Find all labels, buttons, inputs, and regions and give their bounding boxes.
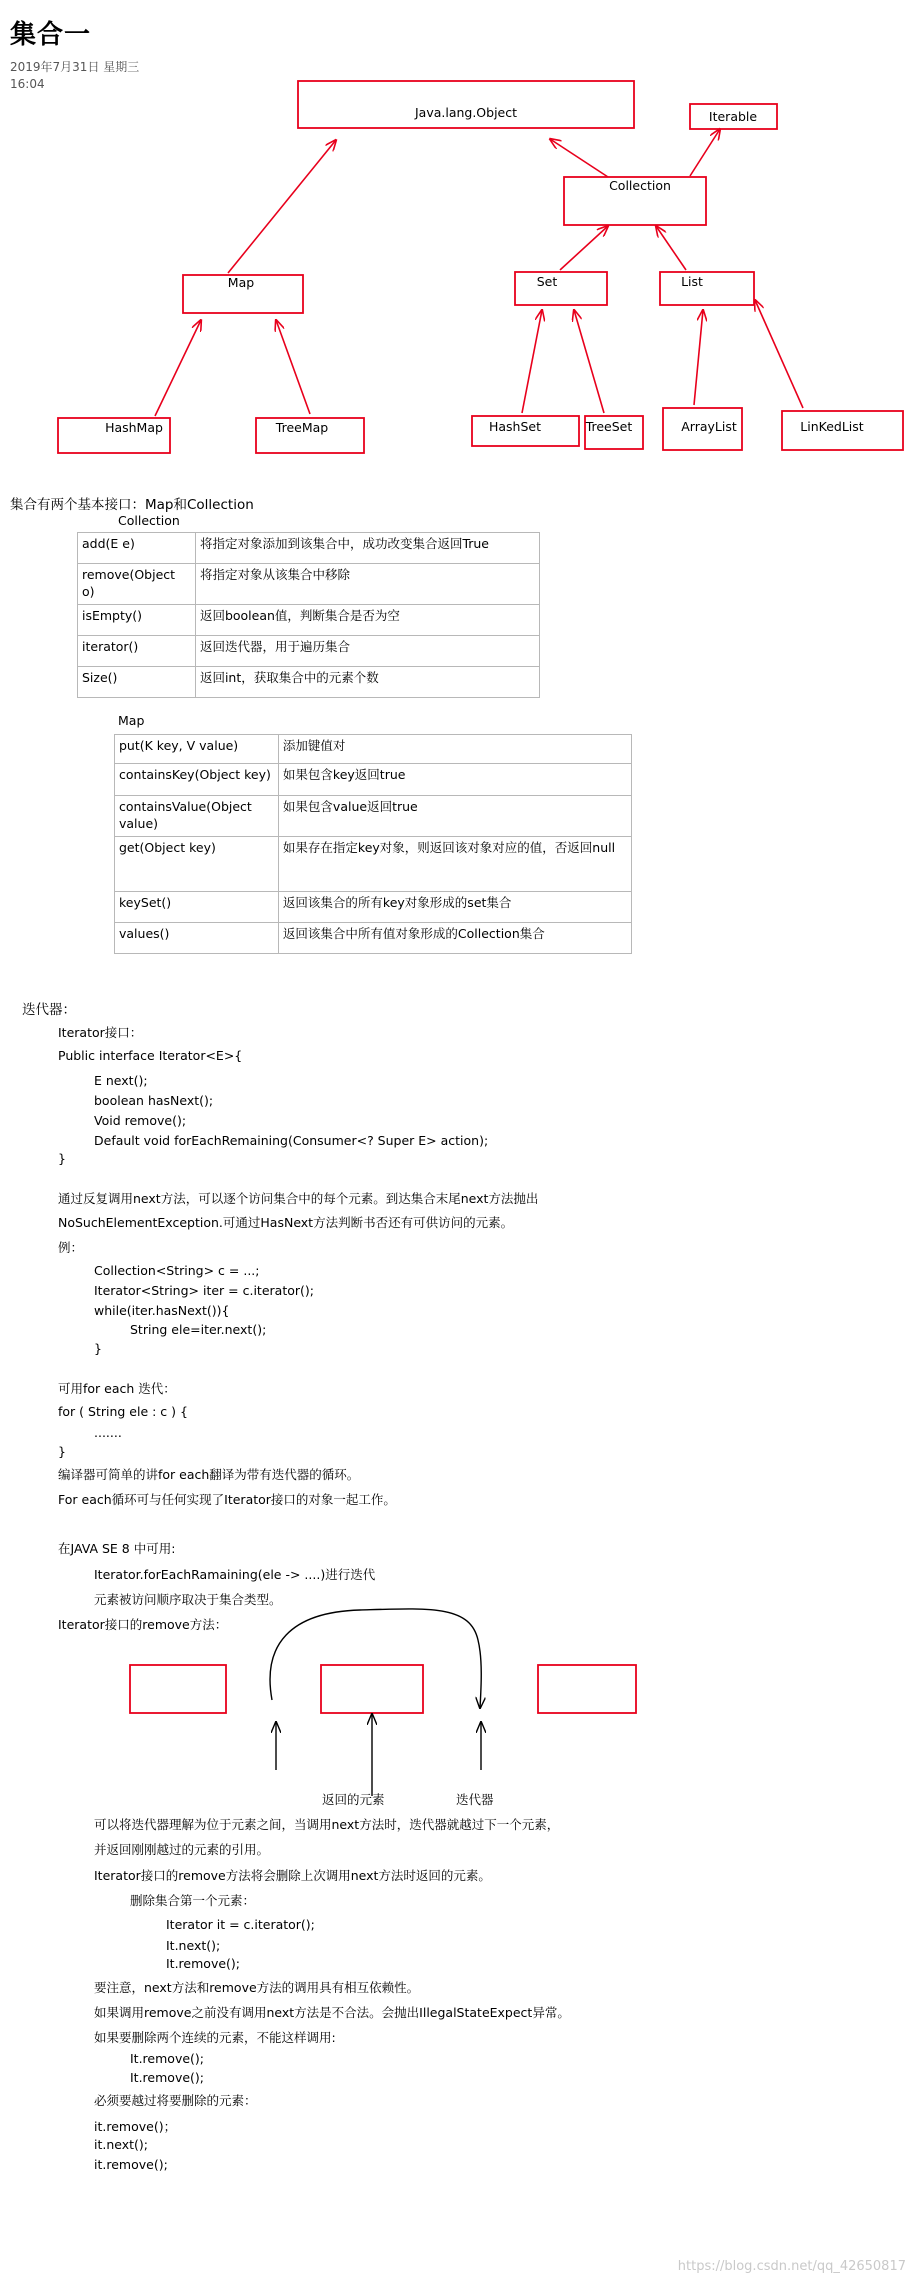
code-line: Collection<String> c = ...; [94,1263,260,1278]
table-row [78,564,540,605]
collection-hierarchy-diagram [0,0,916,470]
code-line: boolean hasNext(); [94,1093,214,1108]
table-row [78,666,540,697]
code-line: Void remove(); [94,1113,187,1128]
code-line: for ( String ele : c ) { [58,1404,188,1419]
page-date: 2019年7月31日 星期三 [10,60,140,74]
table-row [78,533,540,564]
code-line: Iterator it = c.iterator(); [166,1917,315,1932]
element-box-left [130,1665,226,1713]
description-cell: 返回boolean值，判断集合是否为空 [195,604,539,635]
set-label: Set [536,274,558,289]
code-line: It.remove(); [130,2051,204,2066]
paragraph-line: 删除集合第一个元素： [130,1893,256,1908]
treemap-to-map-arrow [276,320,310,414]
hashset-label: HashSet [488,419,542,434]
paragraph-line: 元素被访问顺序取决于集合类型。 [94,1592,282,1607]
description-cell: 添加键值对 [278,735,631,764]
iterator-remove-figure [0,1600,916,1820]
page-time: 16:04 [10,77,45,91]
paragraph-line: 可以将迭代器理解为位于元素之间，当调用next方法时，迭代器就越过下一个元素， [94,1817,560,1832]
method-cell: iterator() [78,635,196,666]
code-line: E next(); [94,1073,148,1088]
code-line: It.remove(); [130,2070,204,2085]
code-line: } [58,1444,66,1459]
table-row [115,764,632,796]
code-line: Default void forEachRemaining(Consumer<? Super E> action); [94,1133,489,1148]
description-cell: 返回int，获取集合中的元素个数 [195,666,539,697]
description-cell: 返回迭代器，用于遍历集合 [195,635,539,666]
code-line: } [94,1341,102,1356]
hashset-to-set-arrow [522,310,542,413]
collection-table-caption: Collection [118,513,180,528]
map-table-caption: Map [118,713,145,728]
map-methods-table [114,734,632,954]
code-line: It.next(); [166,1938,221,1953]
table-row [115,735,632,764]
foreach-label: 可用for each 迭代： [58,1381,176,1396]
hashmap-label: HashMap [105,420,163,435]
collection-methods-table [77,532,540,698]
paragraph-line: 如果要删除两个连续的元素，不能这样调用: [94,2030,336,2045]
paragraph-line: 并返回刚刚越过的元素的引用。 [94,1842,270,1857]
code-line: it.next(); [94,2137,149,2152]
method-cell: add(E e) [78,533,196,564]
code-line: } [58,1151,66,1166]
arraylist-label: ArrayList [681,419,737,434]
element-box-middle [321,1665,423,1713]
description-cell: 返回该集合中所有值对象形成的Collection集合 [278,922,631,953]
treeset-label: TreeSet [585,419,633,434]
code-line: it.remove(); [94,2157,168,2172]
method-cell: containsValue(Object value) [115,796,279,837]
paragraph-line: 要注意，next方法和remove方法的调用具有相互依赖性。 [94,1980,420,1995]
table-row [78,604,540,635]
list-label: List [681,274,703,289]
map-label: Map [227,275,255,290]
returned-element-label: 返回的元素 [322,1792,385,1807]
remove-label: Iterator接口的remove方法： [58,1617,228,1632]
paragraph-line: 通过反复调用next方法，可以逐个访问集合中的每个元素。到达集合末尾next方法抛出 [58,1191,539,1206]
collection-label: Collection [609,178,671,193]
hashmap-to-map-arrow [155,320,201,416]
paragraph-line: For each循环可与任何实现了Iterator接口的对象一起工作。 [58,1492,396,1507]
description-cell: 将指定对象从该集合中移除 [195,564,539,605]
code-line: while(iter.hasNext()){ [94,1303,230,1318]
description-cell: 将指定对象添加到该集合中，成功改变集合返回True [195,533,539,564]
iterator-label: 迭代器 [456,1792,494,1807]
method-cell: containsKey(Object key) [115,764,279,796]
code-line: Iterator<String> iter = c.iterator(); [94,1283,314,1298]
linkedlist-to-list-arrow [755,300,803,408]
paragraph-line: NoSuchElementException.可通过HasNext方法判断书否还有可供访问的元素。 [58,1215,514,1230]
code-line: Public interface Iterator<E>{ [58,1048,243,1063]
list-to-collection-arrow [656,226,686,270]
paragraph-line: 编译器可简单的讲for each翻译为带有迭代器的循环。 [58,1467,360,1482]
treemap-label: TreeMap [275,420,329,435]
description-cell: 如果包含key返回true [278,764,631,796]
table-row [115,891,632,922]
next-jump-curve [270,1609,481,1708]
method-cell: remove(Object o) [78,564,196,605]
method-cell: put(K key, V value) [115,735,279,764]
code-line: Iterator.forEachRamaining(ele -> ....)进行迭代 [94,1567,376,1582]
description-cell: 如果存在指定key对象，则返回该对象对应的值，否返回null [278,836,631,891]
object-label: Java.lang.Object [414,105,518,120]
code-line: ....... [94,1425,122,1440]
iterator-interface-label: Iterator接口： [58,1025,143,1040]
table-row [115,922,632,953]
code-line: String ele=iter.next(); [130,1322,267,1337]
description-cell: 如果包含value返回true [278,796,631,837]
description-cell: 返回该集合的所有key对象形成的set集合 [278,891,631,922]
page-title: 集合一 [10,20,92,50]
set-to-collection-arrow [560,226,608,270]
method-cell: get(Object key) [115,836,279,891]
list-box [660,272,754,305]
method-cell: Size() [78,666,196,697]
iterable-label: Iterable [708,109,758,124]
intro-text: 集合有两个基本接口：Map和Collection [10,497,254,513]
table-row [115,836,632,891]
map-to-object-arrow [228,140,336,273]
code-line: It.remove(); [166,1956,240,1971]
paragraph-line: 如果调用remove之前没有调用next方法是不合法。会抛出IllegalStateExpect异常。 [94,2005,570,2020]
example-label: 例： [58,1240,84,1255]
code-line: it.remove()； [94,2119,177,2134]
se8-label: 在JAVA SE 8 中可用: [58,1541,176,1556]
paragraph-line: Iterator接口的remove方法将会删除上次调用next方法时返回的元素。 [94,1868,491,1883]
arraylist-to-list-arrow [694,310,703,405]
watermark: https://blog.csdn.net/qq_42650817 [677,2259,906,2274]
linkedlist-label: LinKedList [800,419,864,434]
method-cell: values() [115,922,279,953]
collection-to-iterable-arrow [690,129,720,176]
table-row [78,635,540,666]
method-cell: isEmpty() [78,604,196,635]
treeset-to-set-arrow [574,310,604,413]
method-cell: keySet() [115,891,279,922]
set-box [515,272,607,305]
iterator-heading: 迭代器： [22,1002,76,1018]
paragraph-line: 必须要越过将要删除的元素： [94,2093,257,2108]
element-box-right [538,1665,636,1713]
table-row [115,796,632,837]
collection-to-object-arrow [550,139,608,177]
